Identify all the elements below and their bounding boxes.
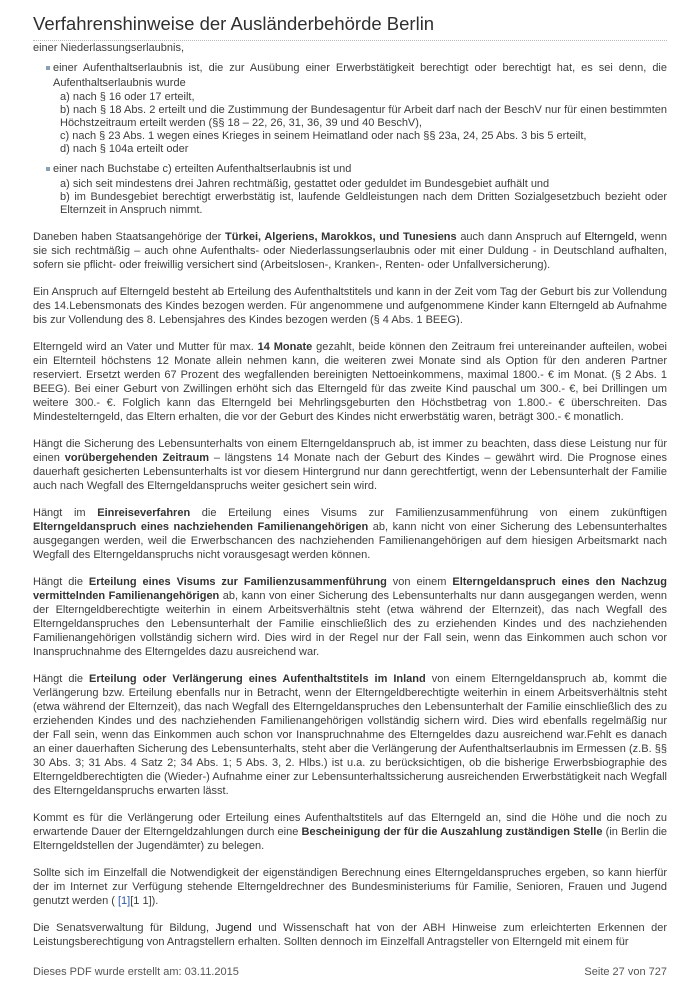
sub-list [60,91,667,156]
text-run: wenn sie sich rechtmäßig – auch ohne Aufenthalts- oder Niederlassungserlaubnis oder mit einer Duldung - in Deutschland aufhalten, sofern sie pflicht- oder freiwillig versichert sind (Arbeitslosen-, Kranken-, Renten- oder Unfallversicherung). [33,231,667,271]
list-item [33,61,667,91]
intro-line: einer Niederlassungserlaubnis, [33,42,185,54]
bold-text: Elterngeldanspruch eines nachziehenden Familienangehörigen [33,521,369,533]
text-run: Hängt die [33,576,89,588]
paragraph [33,575,667,659]
sub-list [60,178,667,217]
text-run: von einem Elterngeldanspruch ab, kommt die Verlängerung bzw. Erteilung ebenfalls nur in Betracht, wenn der Elterngeldberechtigte weiterhin in einem Arbeitsverhältnis steht (etwa während der Elternzeit), das nach Wegfall des Elterngeldanspruches den Lebensunterhalt der Familie einschließlich des zu erziehenden Kindes und des nachziehenden Familienangehörigen vollständig sichern wird. Dies wird ebenfalls regelmäßig nur der Fall sein, wenn das Einkommen auch schon vor Inanspruchnahme des Elterngeldes dazu ausreichend war.Fehlt es danach an einer dauerhaften Sicherung des Lebensunterhalts, steht aber die Verlängerung der Aufenthaltserlaubnis im Ermessen (z.B. §§ 30 Abs. 3; 31 Abs. 4 Satz 2; 34 Abs. 1; 5 Abs. 3, 2. Hlbs.) ist u.a. zu berücksichtigen, ob die bisherige Erwerbsbiographie des Elterngeldberechtigten die (Wieder-) Aufnahme einer zur Lebensunterhaltssicherung ausreichenden Erwerbstätigkeit nach Wegfall des Elterngeldanspruchs erwarten lässt. [33,673,667,797]
bullet-text: einer nach Buchstabe c) erteilten Aufenthaltserlaubnis ist und [53,163,352,175]
text-run: Hängt die [33,673,89,685]
text-run: [1 1]). [130,895,159,907]
creation-date: Dieses PDF wurde erstellt am: 03.11.2015 [33,966,239,978]
sub-item: b) im Bundesgebiet berechtigt erwerbstätig ist, laufende Geldleistungen nach dem Dritten Sozialgesetzbuch bezieht oder Elternzeit in Anspruch nimmt. [60,191,667,216]
bold-text: Bescheinigung der für die Auszahlung zuständigen Stelle [301,826,603,838]
paragraph [33,866,667,908]
text-run: ab, kann von einer Sicherung des Lebensunterhalts nur dann ausgegangen werden, wenn der Elterngeldberechtigte weiterhin in einem Arbeitsverhältnis steht (etwa während der Elternzeit), das nach Wegfall des Elterngeldanspruches den Lebensunterhalt der Familie einschließlich des zu erziehenden Kindes und des nachziehenden Familienangehörigen vollständig sichern wird. Dies wird in der Regel nur der Fall sein, wenn das Einkommen auch schon vor Inanspruchnahme des Elterngeldes dazu ausreichend war. [33,590,667,658]
text-run: Kommt es für die Verlängerung oder Erteilung eines Aufenthaltstitels auf das Elterngeld an, sind die Höhe und die noch zu erwartende Dauer der Elterngeldzahlungen durch eine [33,812,667,838]
sub-item: b) nach § 18 Abs. 2 erteilt und die Zustimmung der Bundesagentur für Arbeit darf nach der BeschV nur für einen bestimmten Höchstzeitraum erteilt werden (§§ 18 – 22, 26, 31, 36, 39 und 40 BeschV), [60,104,667,129]
text-run: Daneben haben Staatsangehörige der [33,231,226,243]
text-run: Die Senatsverwaltung für Bildung, [33,922,216,934]
text-run: und Wissenschaft hat von der ABH Hinweise zum erleichterten Erkennen der Leistungsberechtigung von Antragstellern erhalten. Sollten dennoch im Einzelfall Antragsteller von Elterngeld mit einem für [33,922,668,948]
paragraph [33,921,667,949]
paragraph [33,506,667,562]
paragraph: Ein Anspruch auf Elterngeld besteht ab Erteilung des Aufenthaltstitels und kann in der Zeit vom Tag der Geburt bis zur Vollendung des 14.Lebensmonats des Kindes bezogen werden. Für angenommene und aufgenommene Kinder kann Elterngeld ab Aufnahme bis zur Vollendung des 8. Lebensjahres des Kindes bezogen werden (§ 4 Abs. 1 BEEG). [33,286,667,326]
sub-item: a) nach § 16 oder 17 erteilt, [60,91,195,103]
reference-link[interactable]: [1] [118,895,131,907]
text-run: – längstens 14 Monate nach der Geburt des Kindes – gewährt wird. Die Prognose eines dauerhaft gesicherten Lebensunterhalts ist vor diesem Hintergrund nur dann gerechtfertigt, wenn der Lebensunterhalt der Familie auch nach Wegfall des Elterngeldanspruchs weiter gesichert sein wird. [33,452,667,492]
page-number: Seite 27 von 727 [584,966,667,978]
bold-text: vorübergehenden Zeitraum [64,452,209,464]
sub-item: c) nach § 23 Abs. 1 wegen eines Krieges in seinem Heimatland oder nach §§ 23a, 24, 25 Abs. 3 bis 5 erteilt, [60,130,587,142]
paragraph [33,340,667,424]
paragraph [33,437,667,493]
text-run: ab, kann nicht von einer Sicherung des Lebensunterhaltes ausgegangen werden, weil die Erwerbschancen des nachziehenden Familienangehörigen auf dem hiesigen Arbeitsmarkt nach Wegfall des Elterngeldanspruchs nicht vorausgesagt werden können. [33,521,667,561]
bold-text: Türkei, Algeriens, Marokkos, und Tunesiens [225,231,457,243]
bullet-square-icon [46,66,50,70]
paragraph [33,672,667,798]
text-run: gezahlt, beide können den Zeitraum frei untereinander aufteilen, wobei ein Elternteil höchstens 12 Monate allein nehmen kann, die weiteren zwei Monate sind als Option für den anderen Partner reserviert. Ersetzt werden 67 Prozent des wegfallenden bereinigten Nettoeinkommens, maximal 1800.- € im Monat. (§ 2 Abs. 1 BEEG). Bei einer Geburt von Zwillingen erhöht sich das Elterngeld für das zweite Kind pauschal um 300.- €, bei Drillingen um weitere 300.- €. Folglich kann das Elterngeld bei Mehrlingsgeburten den Höchstbetrag von 1.800.- € überschreiten. Das Mindestelterngeld, das Eltern erhalten, die vor der Geburt des Kindes nicht erwerbstätig waren, beträgt 300.- € monatlich. [33,341,668,423]
text-run: (in Berlin die Elterngeldstellen der Jugendämter) zu belegen. [33,826,668,852]
document-body [33,41,667,949]
bold-text: Einreiseverfahren [97,507,191,519]
paragraph [33,811,667,853]
bullet-text: einer Aufenthaltserlaubnis ist, die zur Ausübung einer Erwerbstätigkeit berechtigt oder berechtigt hat, es sei denn, die Aufenthaltserlaubnis wurde [53,62,667,89]
bold-text: Elterngeldanspruch eines den Nachzug vermittelnden Familienangehörigen [33,576,667,602]
bold-text: 14 Monate [257,341,313,353]
text-run: von einem [386,576,453,588]
document-page [33,0,667,949]
list-item [33,162,667,177]
text-run: Hängt im [33,507,98,519]
sub-item: a) sich seit mindestens drei Jahren rechtmäßig, gestattet oder geduldet im Bundesgebiet aufhält und [60,178,550,190]
text-run: Elterngeld wird an Vater und Mutter für max. [33,341,258,353]
bullet-square-icon [46,167,50,171]
keyword-jugend: Jugend [215,922,252,934]
text-run: auch dann Anspruch auf [456,231,585,243]
sub-item: d) nach § 104a erteilt oder [60,143,189,155]
bold-text: Erteilung oder Verlängerung eines Aufenthaltstitels im Inland [88,673,426,685]
text-run: die Erteilung eines Visums zur Familienzusammenführung von einem zukünftigen [190,507,668,519]
page-title: Verfahrenshinweise der Ausländerbehörde Berlin [33,12,667,41]
text-run: Sollte sich im Einzelfall die Notwendigkeit der eigenständigen Berechnung eines Elterngeldanspruches ergeben, so kann hierfür der im Internet zur Verfügung stehende Elterngeldrechner des Bundesministeriums für Familie, Senioren, Frauen und Jugend genutzt werden ( [33,867,667,907]
paragraph [33,230,667,272]
page-footer [33,966,667,978]
text-run: Hängt die Sicherung des Lebensunterhalts von einem Elterngeldanspruch ab, ist immer zu beachten, dass diese Leistung nur für einen [33,438,667,464]
bold-text: Erteilung eines Visums zur Familienzusammenführung [88,576,387,588]
keyword-elterngeld: Elterngeld, [584,231,638,243]
